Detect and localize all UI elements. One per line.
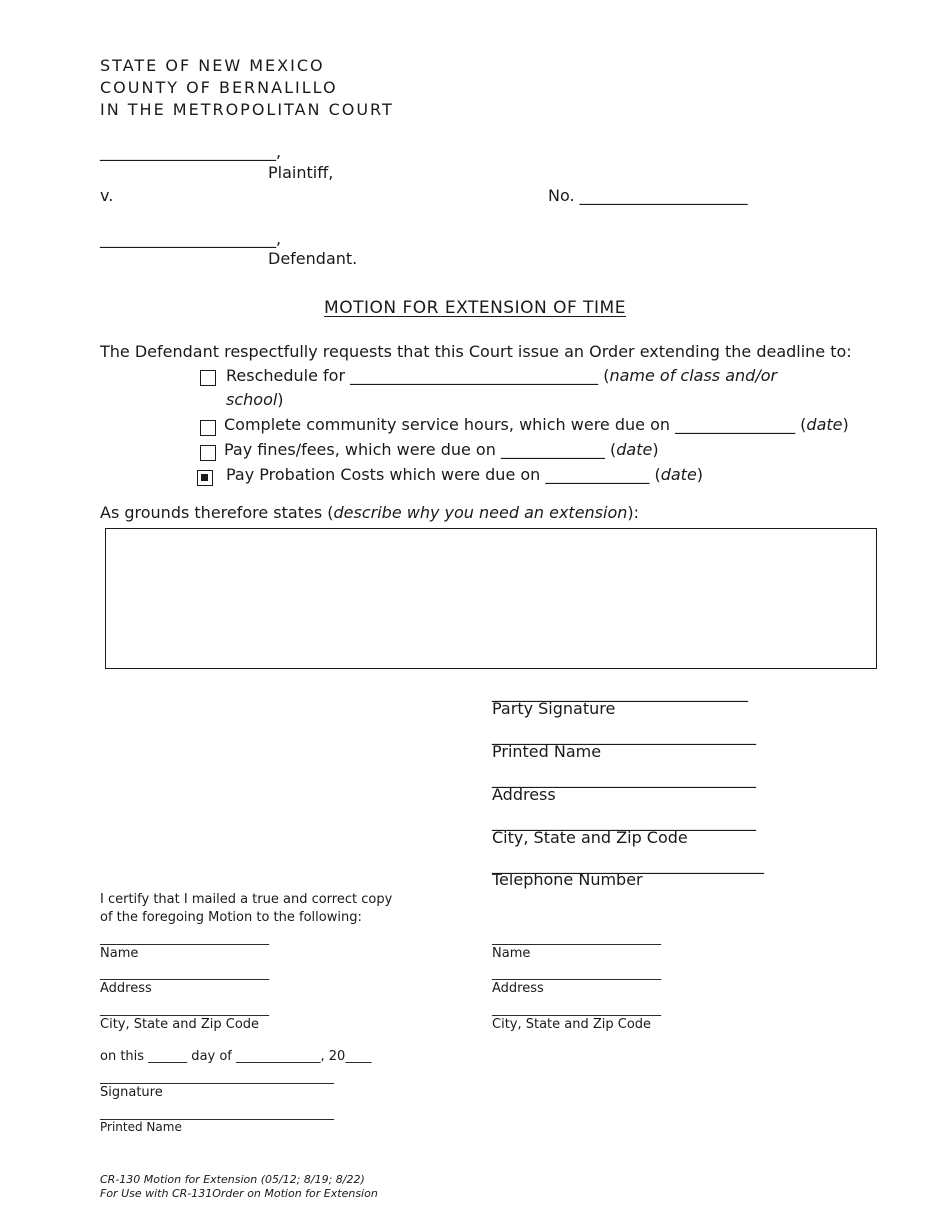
- community-service-label: Complete community service hours, which were due on _______________ (: [224, 415, 807, 434]
- plaintiff-blank[interactable]: ______________________,: [100, 142, 282, 161]
- fines-hint: date: [616, 440, 653, 459]
- option-probation-text: [226, 465, 703, 484]
- defendant-blank[interactable]: ______________________,: [100, 229, 282, 248]
- versus-label: v.: [100, 186, 114, 205]
- option-community-service: [200, 417, 216, 436]
- reschedule-hint: name of class and/or: [609, 366, 778, 385]
- plaintiff-label: Plaintiff,: [268, 163, 334, 182]
- mailing-date-field[interactable]: on this ______ day of _____________, 20____: [100, 1049, 372, 1064]
- printed-name-label: Printed Name: [492, 742, 602, 761]
- reschedule-label: Reschedule for _______________________________ (: [226, 366, 610, 385]
- fines-label: Pay fines/fees, which were due on _____________ (: [224, 440, 617, 459]
- telephone-line[interactable]: __________________________________: [492, 855, 764, 874]
- option-reschedule-text: [226, 366, 777, 385]
- grounds-prompt: [100, 503, 639, 522]
- community-service-hint: date: [806, 415, 843, 434]
- cert-left-name-line[interactable]: __________________________: [100, 931, 269, 946]
- cert-printed-name-line[interactable]: ____________________________________: [100, 1106, 334, 1121]
- reschedule-hint-close: ): [277, 390, 284, 409]
- cert-left-address-line[interactable]: __________________________: [100, 966, 269, 981]
- cert-left-city-line[interactable]: __________________________: [100, 1002, 269, 1017]
- cert-signature-line[interactable]: ____________________________________: [100, 1070, 334, 1085]
- printed-name-line[interactable]: _________________________________: [492, 726, 756, 745]
- party-signature-label: Party Signature: [492, 699, 616, 718]
- grounds-textarea[interactable]: [105, 528, 877, 669]
- cert-left-city-label: City, State and Zip Code: [100, 1017, 260, 1032]
- cert-right-name-label: Name: [492, 946, 531, 961]
- city-label: City, State and Zip Code: [492, 828, 688, 847]
- probation-close: ): [696, 465, 704, 484]
- probation-checkbox[interactable]: [197, 470, 213, 486]
- cert-right-city-label: City, State and Zip Code: [492, 1017, 652, 1032]
- option-fines: [200, 442, 216, 461]
- footer-related-form: For Use with CR-131Order on Motion for Extension: [100, 1187, 378, 1200]
- option-probation: [197, 467, 213, 486]
- grounds-suffix: ):: [627, 503, 640, 522]
- caption-state: STATE OF NEW MEXICO: [100, 56, 325, 75]
- cert-right-city-line[interactable]: __________________________: [492, 1002, 661, 1017]
- case-number-field[interactable]: No. _____________________: [548, 186, 748, 205]
- footer-form-id: CR-130 Motion for Extension (05/12; 8/19; 8/22): [100, 1173, 365, 1186]
- city-line[interactable]: _________________________________: [492, 812, 756, 831]
- grounds-prefix: As grounds therefore states (: [100, 503, 334, 522]
- reschedule-hint-cont: school: [226, 390, 278, 409]
- community-service-close: ): [842, 415, 849, 434]
- option-reschedule: [200, 367, 216, 386]
- defendant-label: Defendant.: [268, 249, 358, 268]
- option-community-service-text: [224, 415, 849, 434]
- cert-right-address-label: Address: [492, 981, 544, 996]
- cert-left-name-label: Name: [100, 946, 139, 961]
- probation-label: Pay Probation Costs which were due on _____________ (: [226, 465, 661, 484]
- party-signature-line[interactable]: ________________________________: [492, 683, 748, 702]
- certificate-line-2: of the foregoing Motion to the following:: [100, 910, 362, 925]
- request-intro: The Defendant respectfully requests that this Court issue an Order extending the deadline to:: [100, 342, 852, 361]
- grounds-hint: describe why you need an extension: [333, 503, 628, 522]
- cert-left-address-label: Address: [100, 981, 152, 996]
- telephone-label: Telephone Number: [492, 870, 643, 889]
- option-fines-text: [224, 440, 659, 459]
- option-reschedule-cont: [226, 390, 284, 409]
- community-service-checkbox[interactable]: [200, 420, 216, 436]
- cert-signature-label: Signature: [100, 1085, 163, 1100]
- fines-close: ): [652, 440, 659, 459]
- address-label: Address: [492, 785, 556, 804]
- cert-right-name-line[interactable]: __________________________: [492, 931, 661, 946]
- reschedule-checkbox[interactable]: [200, 370, 216, 386]
- fines-checkbox[interactable]: [200, 445, 216, 461]
- address-line[interactable]: _________________________________: [492, 769, 756, 788]
- certificate-line-1: I certify that I mailed a true and correct copy: [100, 892, 393, 907]
- caption-county: COUNTY OF BERNALILLO: [100, 78, 338, 97]
- document-title: MOTION FOR EXTENSION OF TIME: [324, 298, 626, 318]
- cert-printed-name-label: Printed Name: [100, 1120, 182, 1134]
- probation-hint: date: [660, 465, 697, 484]
- caption-court: IN THE METROPOLITAN COURT: [100, 100, 394, 119]
- cert-right-address-line[interactable]: __________________________: [492, 966, 661, 981]
